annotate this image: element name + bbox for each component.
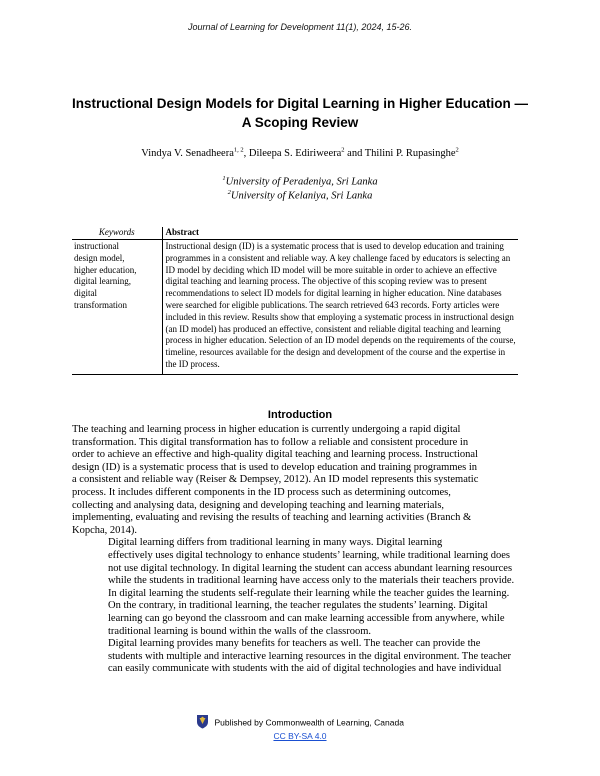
body-line: The teaching and learning process in higher education is currently undergoing a rapid digital [72,424,461,435]
running-head: Journal of Learning for Development 11(1), 2024, 15-26. [188,22,412,32]
body-line: traditional learning is bound within the walls of the classroom. [108,625,372,637]
body-line: order to achieve an effective and high-quality digital teaching and learning process. Instructional [72,449,478,461]
body-line: students with multiple and interactive learning resources in the digital environment. The teacher [108,650,512,662]
author-1: Vindya V. Senadheera$^{1, 2}$, [141,146,249,159]
keyword-line: design model, [74,252,125,263]
section-heading-introduction: Introduction [267,409,333,421]
body-line: can easily communicate with students with the aid of digital technologies and have individual [108,663,502,675]
publisher-text: Published by Commonwealth of Learning, Canada [214,717,404,728]
body-paragraph [72,638,528,676]
body-line: implementing, evaluating and revising the results of teaching and learning activities (Branch & [72,512,472,524]
abstract-text: Instructional design (ID) is a systematic process that is used to develop education and training programmes in a consistent and reliable way. A key challenge faced by educators is selecting an ID model by deciding which ID model will be more suitable in order to achieve an effective digital teaching and learning process. The objective of this scoping review was to present recommendations to select ID models for digital learning in higher education. Nine databases were searched for eligible publications. The search retrieved 643 records. Forty articles were included in this review. Results show that employing a systematic process in instructional design (an ID model) has produced an effective, consistent and reliable digital teaching and learning process in higher education. Selection of an ID model depends on the requirements of the course, timeline, resources available for the design and development of the course and the expertise in the ID process. [162,240,518,375]
body-line: In digital learning the students self-regulate their learning while the teacher guides the learning. [108,587,510,599]
license-link[interactable]: CC BY-SA 4.0 [273,731,327,741]
body-line: Kopcha, 2014). [72,524,138,536]
title-line-2: A Scoping Review [241,115,359,130]
keywords-cell [72,240,162,375]
keyword-line: transformation [74,299,127,310]
body-line: Digital learning provides many benefits for teachers as well. The teacher can provide the [108,638,481,650]
body-line: Digital learning differs from traditional learning in many ways. Digital learning [108,537,443,549]
keyword-line: higher education, [74,264,137,275]
author-3: Thilini P. Rupasinghe$^2$ [364,146,459,159]
col-crest-icon [196,714,209,731]
body-line: transformation. This digital transformation has to follow a reliable and consistent procedure in [72,436,469,448]
affiliation-2: $^2$University of Kelaniya, Sri Lanka [227,189,373,202]
paper-title [60,94,540,132]
keyword-line: digital learning, [74,276,131,287]
author-list [0,146,600,159]
keyword-line: digital [74,288,97,299]
body-line: while the students in traditional learning have access only to the materials their teachers provide. [108,575,515,587]
body-line: collecting and analysing data, designing and developing teaching and learning materials, [72,499,445,511]
body-paragraph [72,537,528,638]
body-line: not use digital technology. In digital learning the student can access abundant learning resources [108,562,513,574]
keywords-abstract-table [72,227,518,375]
body-line: On the contrary, in traditional learning, the teacher regulates the students’ learning. Digital [108,600,488,612]
affiliation-1: $^1$University of Peradeniya, Sri Lanka [222,175,378,188]
publisher-row [0,714,600,731]
body-paragraph [72,424,528,537]
body-line: effectively uses digital technology to enhance students’ learning, while traditional learning does [108,549,510,561]
body-line: design (ID) is a systematic process that is used to develop education and training programmes in [72,461,478,473]
author-2: Dileepa S. Ediriweera$^2$ and [248,146,365,159]
abstract-header: Abstract [162,227,518,240]
keywords-header: Keywords [72,227,162,240]
title-line-1: Instructional Design Models for Digital Learning in Higher Education — [71,96,529,111]
introduction-body [72,424,528,676]
body-line: process. It includes different components in the ID process such as determining outcomes, [72,486,451,498]
keyword-line: instructional [74,241,119,251]
body-line: learning can go beyond the classroom and can make learning accessible from anywhere, while [108,612,505,624]
body-line: a consistent and reliable way (Reiser & Dempsey, 2012). An ID model represents this systematic [72,474,479,486]
